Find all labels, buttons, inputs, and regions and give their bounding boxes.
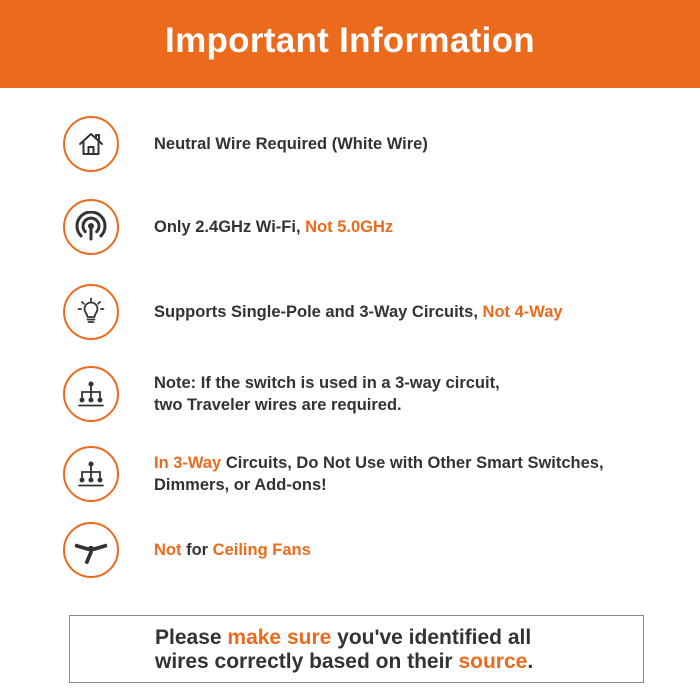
info-item-traveler-note (63, 364, 683, 424)
info-item-neutral-wire (63, 114, 683, 174)
info-item-circuits (63, 282, 683, 342)
info-text (154, 372, 500, 416)
highlight-segment: source (458, 650, 528, 673)
text-line (154, 301, 563, 323)
header-banner (0, 0, 700, 88)
light-bulb-icon (63, 284, 119, 340)
text-line (154, 133, 428, 155)
text-segment: Note: If the switch is used in a 3-way circuit, (154, 374, 500, 392)
text-segment: Only 2.4GHz Wi-Fi, (154, 218, 306, 236)
wifi-signal-icon (63, 199, 119, 255)
circuit-tree-icon (63, 366, 119, 422)
footer-note-box (69, 615, 644, 683)
highlight-segment: In 3-Way (154, 454, 222, 472)
text-segment: Dimmers, or Add-ons! (154, 476, 327, 494)
info-item-smart-switches (63, 444, 683, 504)
info-text (154, 452, 604, 496)
info-text (154, 301, 563, 323)
text-line (154, 372, 500, 394)
highlight-segment: Not (154, 541, 182, 559)
text-line (154, 394, 500, 416)
text-line (154, 474, 604, 496)
text-segment: Circuits, Do Not Use with Other Smart Switches, (221, 454, 604, 472)
info-text (154, 216, 393, 238)
highlight-segment: Not 4-Way (482, 303, 563, 321)
text-segment: . (527, 650, 534, 673)
text-segment: wires correctly based on their (155, 650, 459, 673)
highlight-segment: make sure (227, 626, 332, 649)
info-text (154, 539, 311, 561)
circuit-tree-icon (63, 446, 119, 502)
highlight-segment: Not 5.0GHz (305, 218, 394, 236)
ceiling-fan-icon (63, 522, 119, 578)
note-line (155, 650, 643, 674)
text-segment: you've identified all (331, 626, 532, 649)
page-title: Important Information (165, 21, 535, 60)
text-segment: Please (155, 626, 228, 649)
text-line (154, 216, 393, 238)
text-segment: for (181, 541, 213, 559)
text-segment: Supports Single-Pole and 3-Way Circuits, (154, 303, 483, 321)
note-line (155, 626, 643, 650)
text-segment: Neutral Wire Required (White Wire) (154, 135, 428, 153)
highlight-segment: Ceiling Fans (212, 541, 311, 559)
text-line (154, 452, 604, 474)
house-icon (63, 116, 119, 172)
info-item-wifi (63, 197, 683, 257)
text-line (154, 539, 311, 561)
info-item-ceiling-fans (63, 520, 683, 580)
info-text (154, 133, 428, 155)
text-segment: two Traveler wires are required. (154, 396, 402, 414)
